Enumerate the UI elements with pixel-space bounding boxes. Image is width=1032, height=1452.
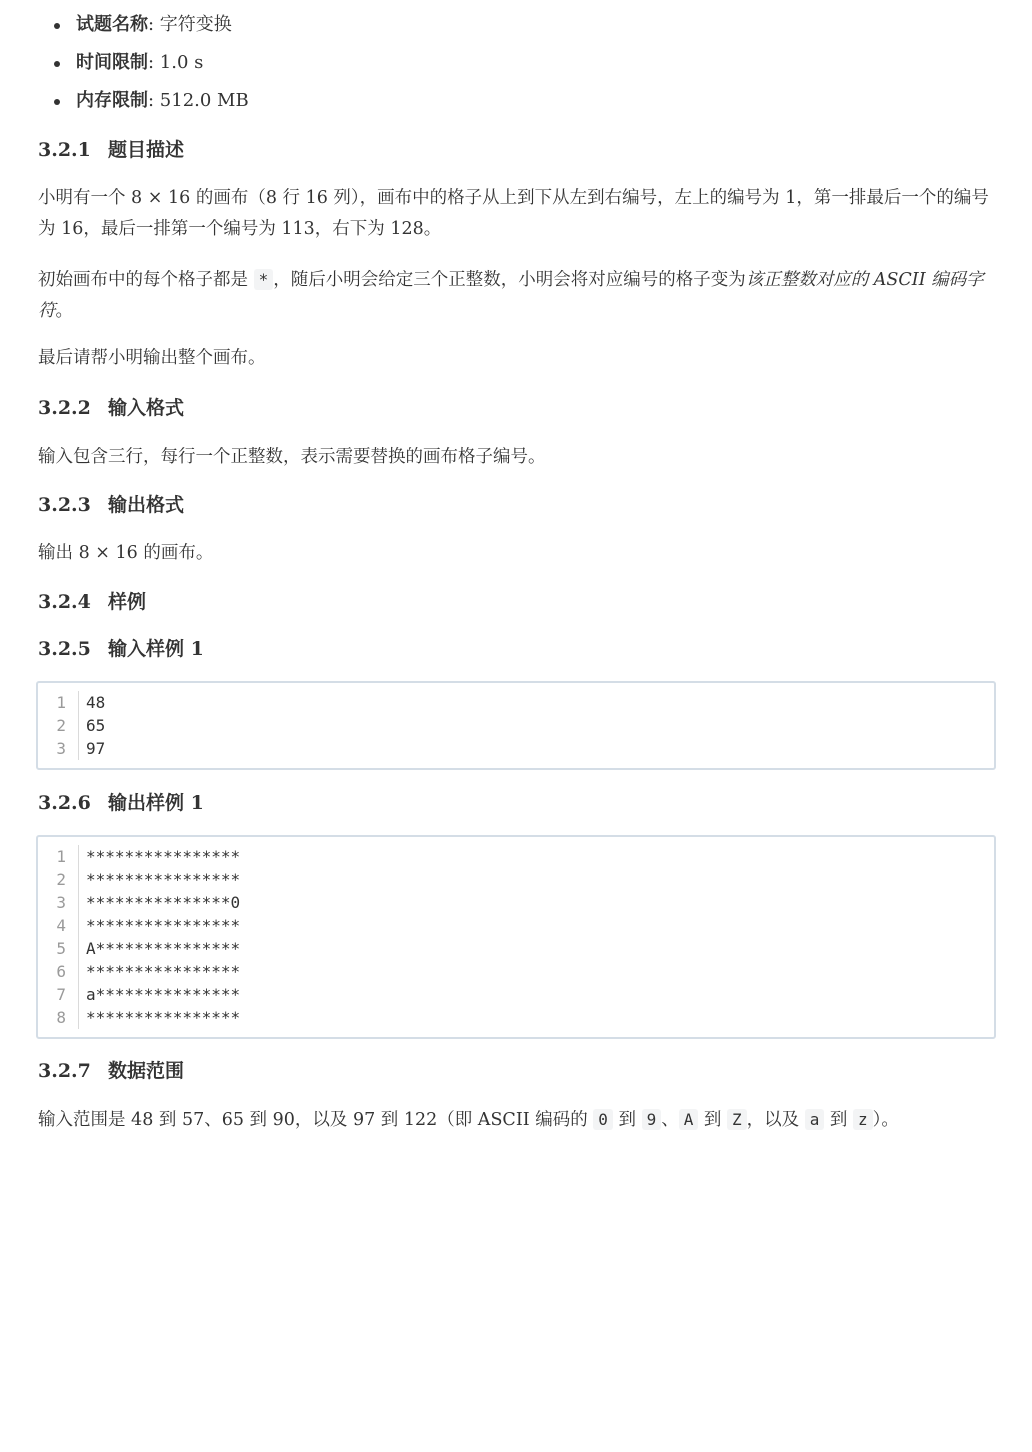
meta-value: 1.0 s [159,52,204,73]
code-line [38,868,994,891]
section-number: 3.2.5 [38,638,91,660]
section-heading-description [38,136,184,164]
meta-item-time-limit [38,48,249,86]
code-text: 48 [78,691,105,714]
line-number: 3 [56,739,66,758]
input-format-paragraph: 输入包含三行，每行一个正整数，表示需要替换的画布格子编号。 [38,447,546,467]
text-segment: ）。 [872,1110,899,1130]
code-text: 65 [78,714,105,737]
meta-item-name [38,10,249,48]
section-number: 3.2.3 [38,494,91,516]
inline-code: A [679,1109,699,1130]
text-segment: ，以及 [746,1110,805,1130]
meta-item-memory-limit [38,86,249,124]
math-text: 该正整数对应的 ASCII 编码字符 [38,270,984,321]
inline-code: 9 [642,1109,662,1130]
code-line [38,691,994,714]
code-text: **************** [78,960,240,983]
meta-value: 字符变换 [159,14,232,35]
inline-code: Z [727,1109,747,1130]
code-text: **************** [78,914,240,937]
problem-meta-list [38,10,249,124]
description-paragraph-1: 小明有一个 8 × 16 的画布（8 行 16 列），画布中的格子从上到下从左到右编号，左上的编号为 1，第一排最后一个的编号为 16，最后一排第一个编号为 113，右下为 128。 [38,188,989,239]
text-segment: 到 [612,1110,642,1130]
text-segment: 、 [661,1110,679,1130]
section-heading-sample-input [38,635,204,663]
section-title: 题目描述 [108,139,185,161]
section-number: 3.2.7 [38,1060,91,1082]
description-paragraph-3: 最后请帮小明输出整个画布。 [38,348,266,368]
meta-key: 试题名称 [76,14,148,35]
code-line [38,891,994,914]
text-segment: 到 [824,1110,853,1130]
section-heading-input-format [38,394,184,422]
line-number: 1 [56,847,66,866]
text-segment: 初始画布中的每个格子都是 [38,270,254,290]
inline-code: a [805,1109,825,1130]
text-segment: 到 [698,1110,727,1130]
line-number: 5 [56,939,66,958]
line-number: 1 [56,693,66,712]
sample-input-code-block [36,681,996,770]
section-title: 输出样例 1 [108,792,204,814]
code-text: ***************0 [78,891,240,914]
code-line [38,960,994,983]
section-title: 输入格式 [108,397,185,419]
output-format-paragraph: 输出 8 × 16 的画布。 [38,543,214,563]
meta-sep: : [148,14,160,35]
code-line [38,937,994,960]
code-line [38,983,994,1006]
section-title: 样例 [108,591,147,613]
inline-code: 0 [593,1109,613,1130]
code-text: 97 [78,737,105,760]
inline-code: z [853,1109,873,1130]
section-title: 输入样例 1 [108,638,204,660]
code-line [38,845,994,868]
description-paragraph-2 [38,264,993,327]
meta-sep: : [148,90,160,111]
code-line [38,914,994,937]
section-number: 3.2.4 [38,591,91,613]
data-range-paragraph [38,1104,993,1136]
text-segment: 输入范围是 48 到 57、65 到 90，以及 97 到 122（即 ASCII 编码的 [38,1110,594,1130]
code-text: A*************** [78,937,240,960]
text-segment: ，随后小明会给定三个正整数，小明会将对应编号的格子变为 [273,270,746,290]
meta-key: 内存限制 [76,90,148,111]
section-heading-sample-output [38,789,204,817]
meta-sep: : [148,52,160,73]
section-title: 数据范围 [108,1060,185,1082]
code-text: a*************** [78,983,240,1006]
section-heading-data-range [38,1057,184,1085]
meta-value: 512.0 MB [159,90,249,111]
code-text: **************** [78,868,240,891]
line-number: 8 [56,1008,66,1027]
line-number: 4 [56,916,66,935]
section-number: 3.2.2 [38,397,91,419]
inline-code-asterisk: * [254,269,274,290]
text-segment: 。 [55,301,73,321]
line-number: 6 [56,962,66,981]
meta-key: 时间限制 [76,52,148,73]
line-number: 2 [56,870,66,889]
line-number: 7 [56,985,66,1004]
line-number: 3 [56,893,66,912]
code-line [38,714,994,737]
sample-output-code-block [36,835,996,1039]
section-heading-sample [38,588,146,616]
section-number: 3.2.1 [38,139,91,161]
code-text: **************** [78,1006,240,1029]
code-line [38,737,994,760]
code-text: **************** [78,845,240,868]
line-number: 2 [56,716,66,735]
section-heading-output-format [38,491,184,519]
code-line [38,1006,994,1029]
section-title: 输出格式 [108,494,185,516]
section-number: 3.2.6 [38,792,91,814]
